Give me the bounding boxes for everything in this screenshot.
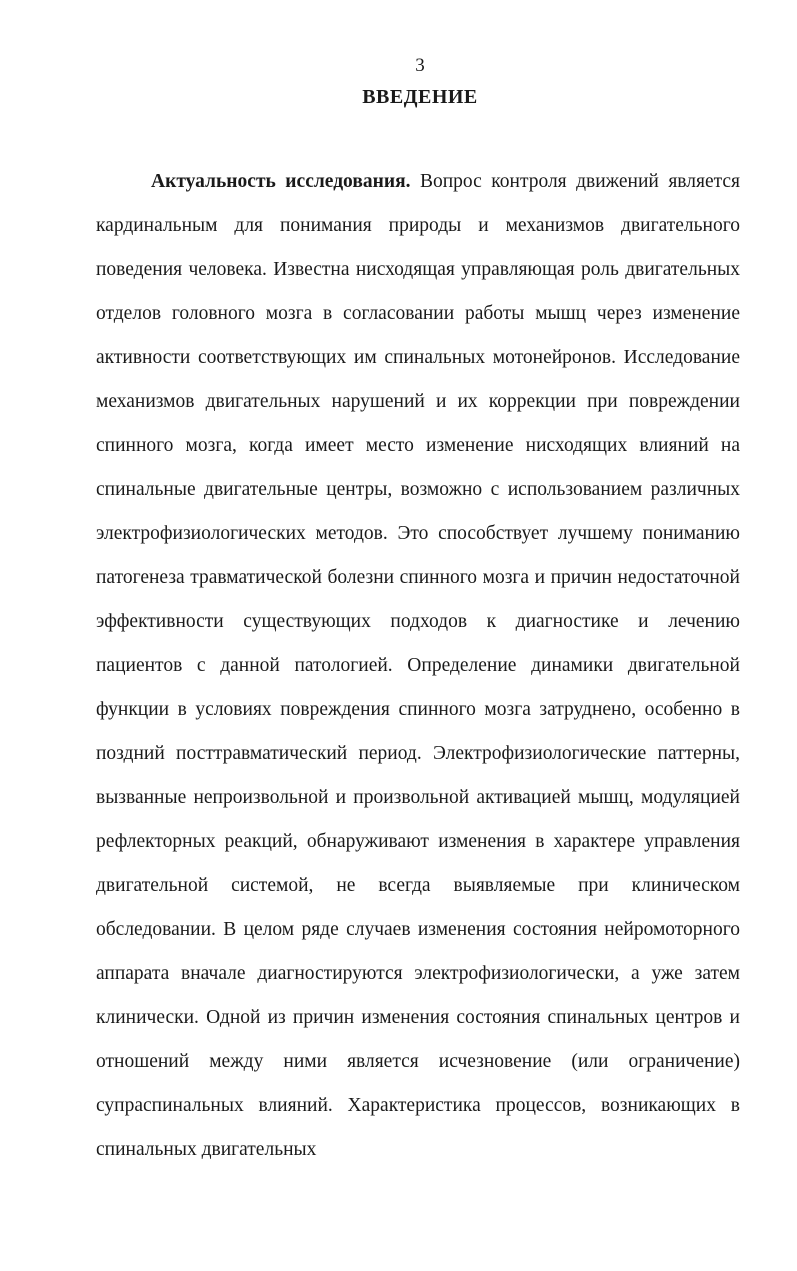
section-heading: ВВЕДЕНИЕ — [362, 86, 478, 108]
body-paragraph — [96, 160, 740, 1172]
paragraph-lead: Актуальность исследования. — [151, 171, 411, 192]
page-number: 3 — [415, 55, 425, 76]
paragraph-text: Вопрос контроля движений является кардинальным для понимания природы и механизмов двигательного поведения человека. Известна нисходящая управляющая роль двигательных отделов головного мозга в согласовании работы мышц через изменение активности соответствующих им спинальных мотонейронов. Исследование механизмов двигательных нарушений и их коррекции при повреждении спинного мозга, когда имеет место изменение нисходящих влияний на спинальные двигательные центры, возможно с использованием различных электрофизиологических методов. Это способствует лучшему пониманию патогенеза травматической болезни спинного мозга и причин недостаточной эффективности существующих подходов к диагностике и лечению пациентов с данной патологией. Определение динамики двигательной функции в условиях повреждения спинного мозга затруднено, особенно в поздний посттравматический период. Электрофизиологические паттерны, вызванные непроизвольной и произвольной активацией мышц, модуляцией рефлекторных реакций, обнаруживают изменения в характере управления двигательной системой, не всегда выявляемые при клиническом обследовании. В целом ряде случаев изменения состояния нейромоторного аппарата вначале диагностируются электрофизиологически, а уже затем клинически. Одной из причин изменения состояния спинальных центров и отношений между ними является исчезновение (или ограничение) супраспинальных влияний. Характеристика процессов, возникающих в спинальных двигательных — [96, 171, 740, 1160]
